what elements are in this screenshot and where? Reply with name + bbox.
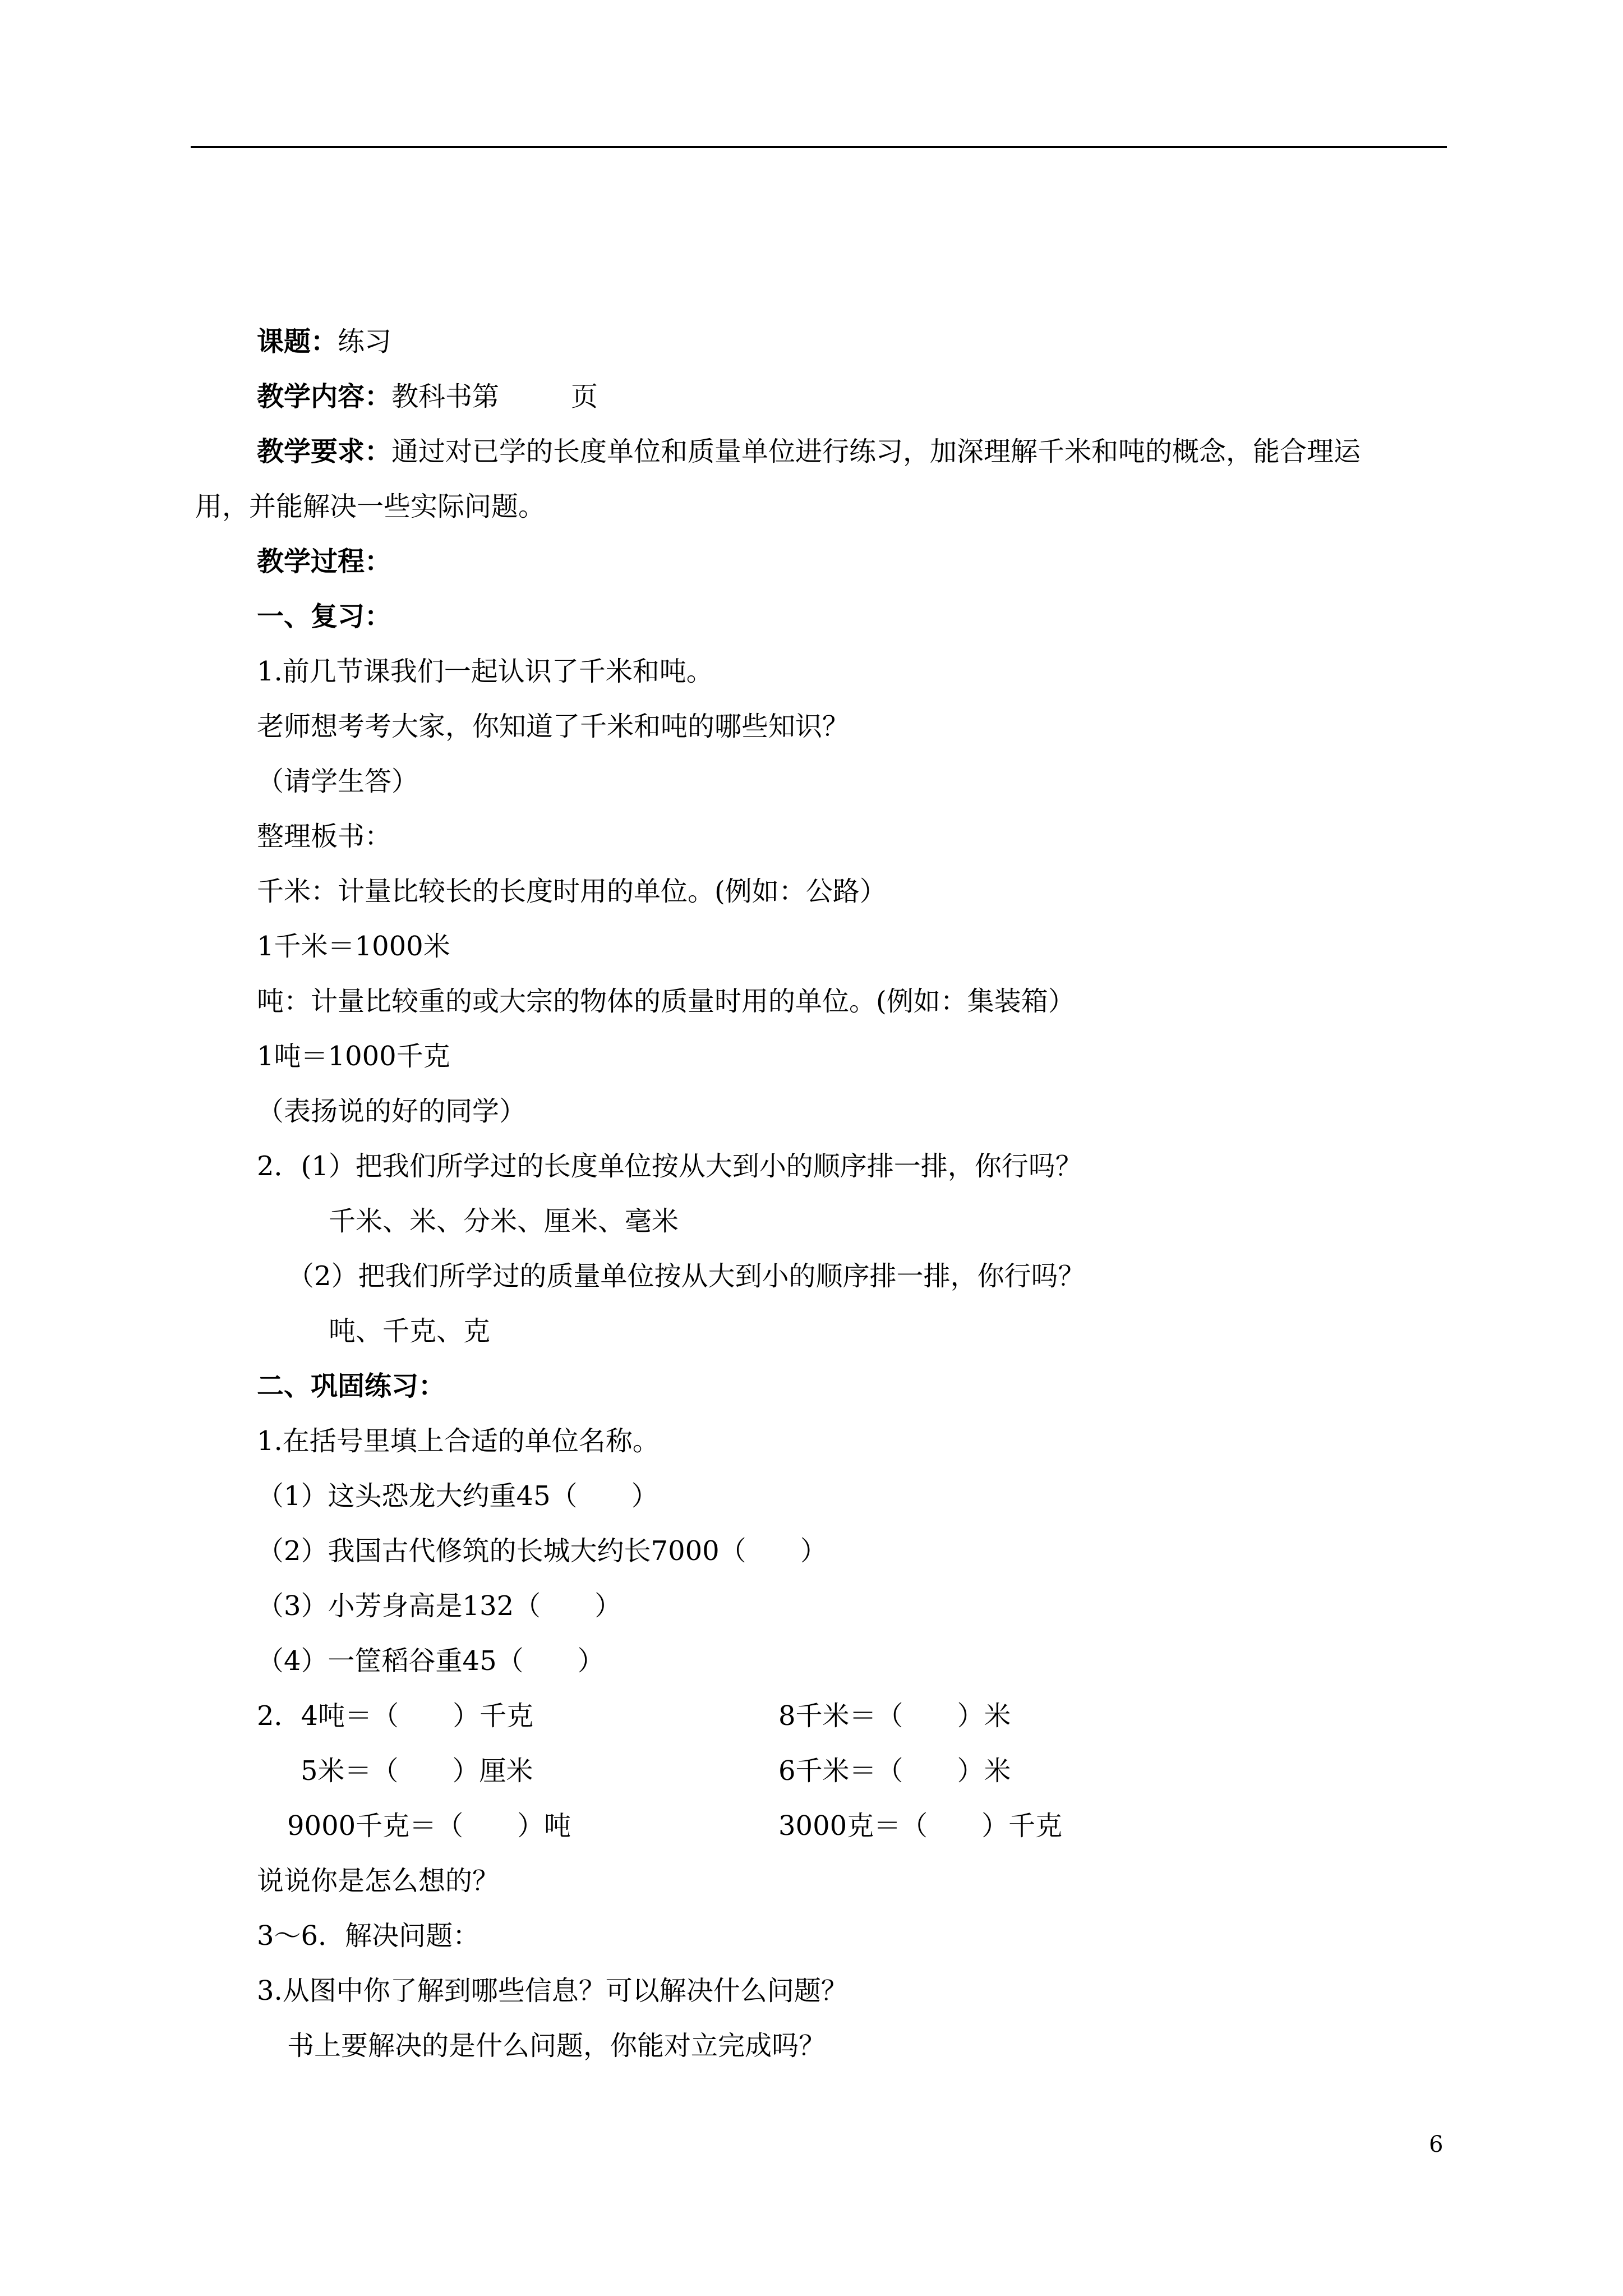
practice-1-2: （2）我国古代修筑的长城大约长7000（ ） bbox=[257, 1535, 827, 1567]
topic-label: 课题： bbox=[257, 326, 338, 357]
header-rule bbox=[191, 146, 1447, 148]
practice-heading: 二、巩固练习： bbox=[257, 1370, 446, 1402]
mass-units: 吨、千克、克 bbox=[329, 1315, 491, 1347]
problem-3-followup: 书上要解决的是什么问题，你能对立完成吗？ bbox=[287, 2030, 826, 2062]
practice-1-1: （1）这头恐龙大约重45（ ） bbox=[257, 1480, 658, 1512]
process-heading: 教学过程： bbox=[257, 546, 392, 577]
requirements-continued: 用，并能解决一些实际问题。 bbox=[195, 491, 546, 522]
kilometer-definition: 千米：计量比较长的长度时用的单位。(例如：公路） bbox=[257, 876, 887, 907]
content-value-b: 页 bbox=[571, 381, 598, 412]
problem-solving-heading: 3～6．解决问题： bbox=[257, 1920, 480, 1952]
requirements-value: 通过对已学的长度单位和质量单位进行练习，加深理解千米和吨的概念，能合理运 bbox=[391, 436, 1361, 467]
content-line bbox=[257, 369, 1440, 424]
content-value-a: 教科书第 bbox=[391, 381, 500, 412]
review-item-2-2: （2）把我们所学过的质量单位按从大到小的顺序排一排，你行吗？ bbox=[287, 1260, 1085, 1292]
conversion-2a: 5米＝（ ）厘米 bbox=[301, 1755, 533, 1787]
praise-note: （表扬说的好的同学） bbox=[257, 1096, 527, 1127]
review-heading: 一、复习： bbox=[257, 601, 392, 632]
practice-1-3: （3）小芳身高是132（ ） bbox=[257, 1590, 622, 1622]
document-body bbox=[195, 314, 1440, 2073]
review-note: （请学生答） bbox=[257, 766, 419, 797]
review-question: 老师想考考大家，你知道了千米和吨的哪些知识？ bbox=[257, 711, 850, 742]
topic-line bbox=[257, 314, 1440, 369]
conversion-1b: 8千米＝（ ）米 bbox=[778, 1700, 1011, 1732]
practice-1-4: （4）一筐稻谷重45（ ） bbox=[257, 1645, 605, 1677]
conversion-3a: 9000千克＝（ ）吨 bbox=[287, 1810, 571, 1842]
kilometer-conversion: 1千米＝1000米 bbox=[257, 931, 450, 962]
requirements-label: 教学要求： bbox=[257, 436, 392, 467]
conversion-1a: 2．4吨＝（ ）千克 bbox=[257, 1700, 534, 1732]
review-item-2-1: 2．(1）把我们所学过的长度单位按从大到小的顺序排一排，你行吗？ bbox=[257, 1151, 1082, 1182]
topic-value: 练习 bbox=[338, 326, 392, 357]
conversion-3b: 3000克＝（ ）千克 bbox=[778, 1810, 1063, 1842]
conversion-2b: 6千米＝（ ）米 bbox=[778, 1755, 1011, 1787]
page-number: 6 bbox=[1429, 2132, 1444, 2157]
length-units: 千米、米、分米、厘米、毫米 bbox=[329, 1205, 679, 1237]
review-item-1: 1.前几节课我们一起认识了千米和吨。 bbox=[257, 656, 713, 687]
requirements-line bbox=[257, 424, 1440, 479]
board-heading: 整理板书： bbox=[257, 821, 392, 852]
conversion-row-1 bbox=[257, 1688, 1440, 1743]
problem-3: 3.从图中你了解到哪些信息？可以解决什么问题？ bbox=[257, 1975, 848, 2007]
explain-prompt: 说说你是怎么想的？ bbox=[257, 1865, 500, 1897]
ton-definition: 吨：计量比较重的或大宗的物体的质量时用的单位。(例如：集装箱） bbox=[257, 986, 1075, 1017]
content-label: 教学内容： bbox=[257, 381, 392, 412]
practice-item-1: 1.在括号里填上合适的单位名称。 bbox=[257, 1425, 660, 1457]
conversion-row-2 bbox=[257, 1743, 1440, 1798]
conversion-row-3 bbox=[257, 1798, 1440, 1853]
ton-conversion: 1吨＝1000千克 bbox=[257, 1041, 450, 1072]
